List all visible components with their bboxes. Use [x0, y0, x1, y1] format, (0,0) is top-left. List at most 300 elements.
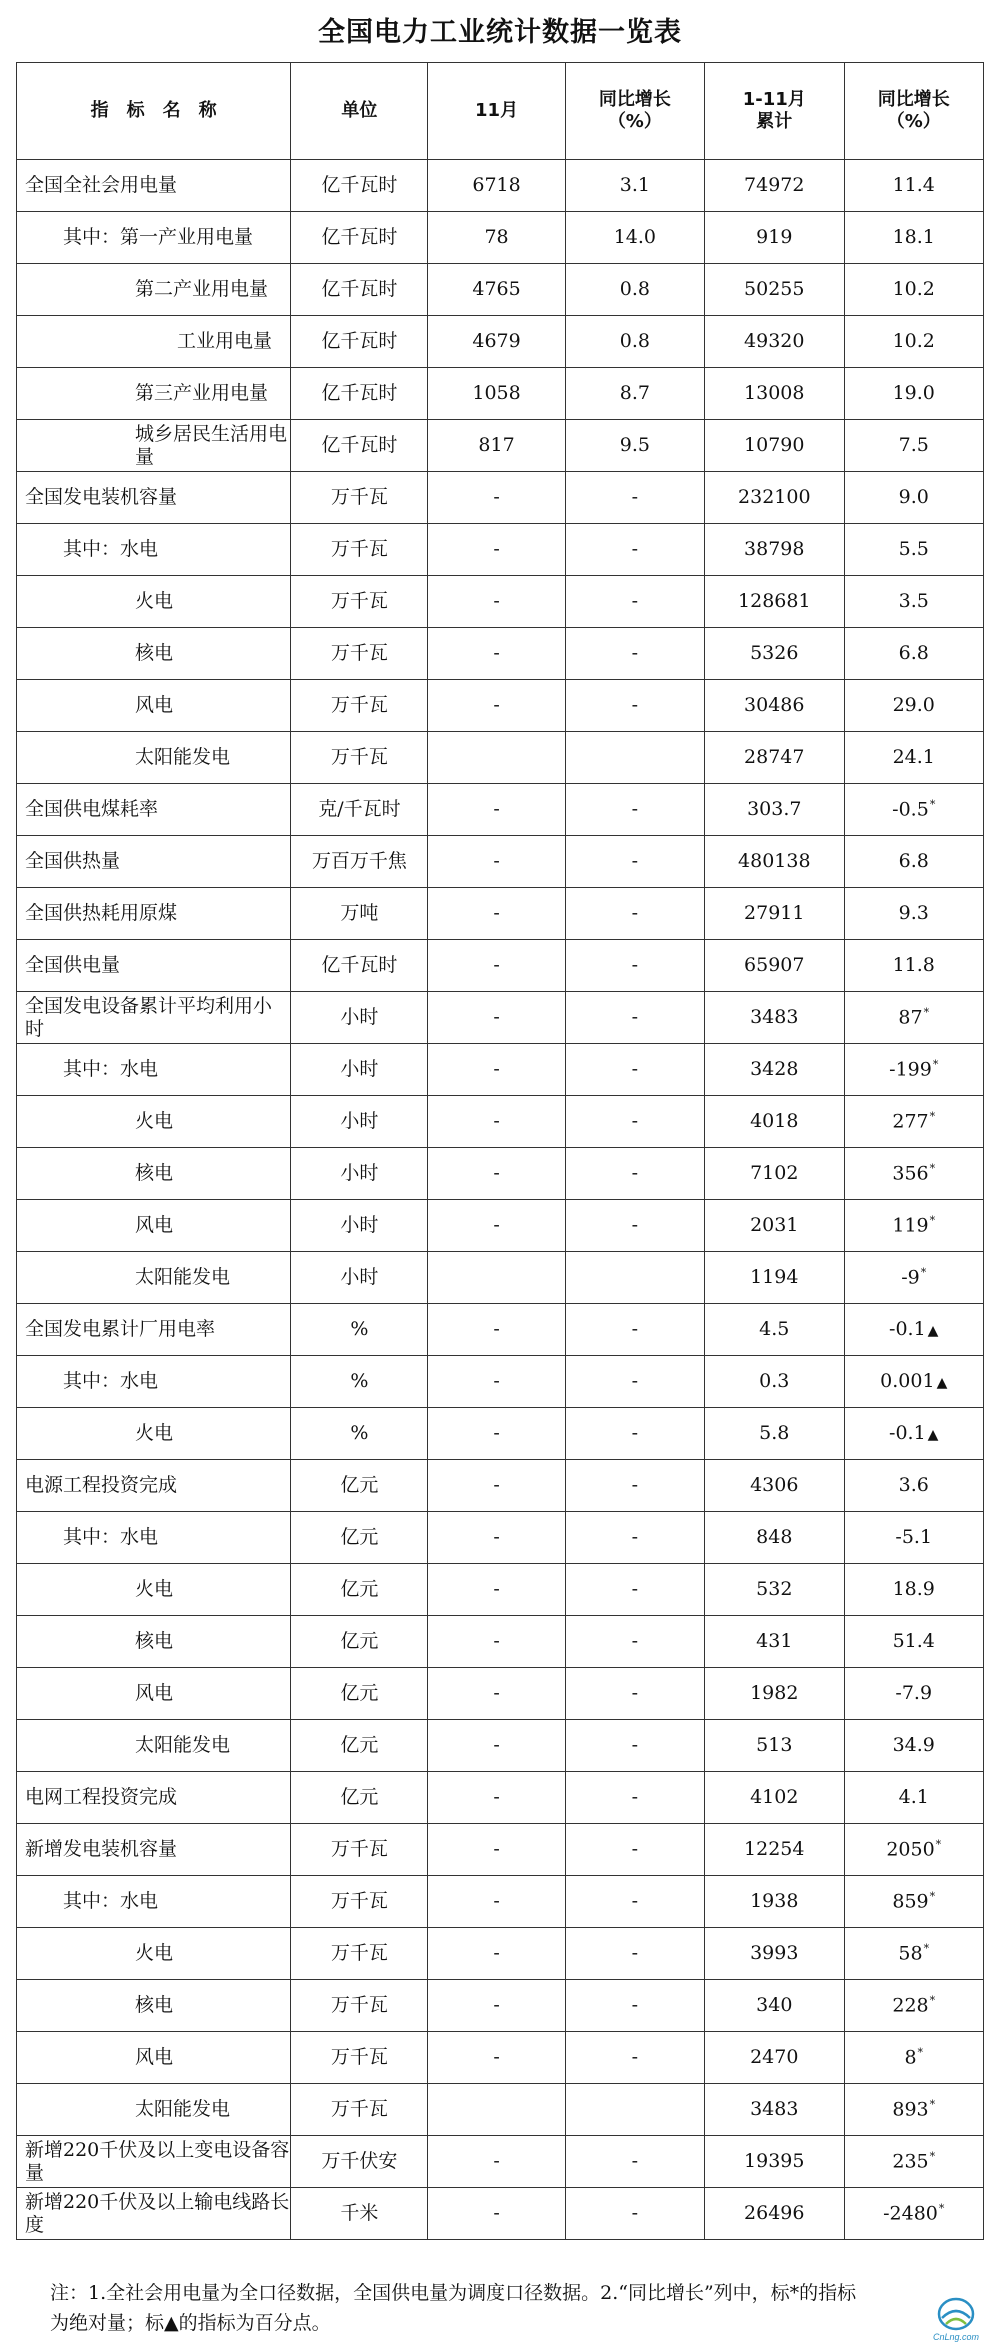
row-name-text: 其中：水电 [63, 1058, 159, 1081]
header-month: 11月 [428, 63, 565, 160]
row-cumulative-growth [844, 1460, 984, 1512]
row-name-text: 全国发电累计厂用电率 [25, 1318, 216, 1341]
row-month-growth-text: - [631, 1318, 639, 1341]
row-month-text: - [493, 2202, 500, 2225]
row-month-growth-text: - [631, 2150, 639, 2173]
row-unit [291, 888, 428, 940]
header-month-growth-line2: （%） [607, 111, 662, 132]
row-month-growth [565, 1252, 704, 1304]
row-name-text: 核电 [135, 642, 174, 665]
row-month-growth [565, 1772, 704, 1824]
header-cumulative-line2: 累计 [756, 111, 793, 132]
row-month-growth-text: - [631, 1578, 639, 1601]
row-month-text: 4679 [472, 330, 521, 353]
row-cumulative-growth [844, 2084, 984, 2136]
row-unit-text: 亿千瓦时 [321, 434, 398, 457]
row-cumulative [705, 316, 844, 368]
table-row [17, 1356, 984, 1408]
row-month-growth-text: - [631, 642, 639, 665]
row-month [428, 1668, 565, 1720]
row-month-text: - [493, 1110, 500, 1133]
row-month-growth-text: - [631, 1942, 639, 1965]
table-row [17, 576, 984, 628]
row-unit [291, 784, 428, 836]
row-cumulative-text: 1938 [750, 1890, 799, 1913]
row-cumulative-growth-text: 893 [892, 2098, 929, 2121]
stats-table [16, 62, 984, 2240]
row-cumulative-growth-text: -7.9 [895, 1682, 933, 1705]
row-name-text: 火电 [135, 1110, 174, 1133]
row-cumulative [705, 1408, 844, 1460]
row-cumulative-text: 7102 [750, 1162, 799, 1185]
row-cumulative-text: 28747 [744, 746, 805, 769]
row-unit [291, 368, 428, 420]
row-unit [291, 992, 428, 1044]
row-cumulative-growth-text: -0.1 [889, 1422, 926, 1445]
row-cumulative-text: 4306 [750, 1474, 799, 1497]
row-cumulative-growth-text: 51.4 [892, 1630, 935, 1653]
row-name [17, 1824, 291, 1876]
row-month-growth [565, 1356, 704, 1408]
row-name [17, 1044, 291, 1096]
row-month-growth-text: - [631, 1838, 639, 1861]
row-name-text: 其中：水电 [63, 1526, 159, 1549]
row-cumulative-growth [844, 472, 984, 524]
row-cumulative [705, 1460, 844, 1512]
row-cumulative-growth-text: 5.5 [898, 538, 929, 561]
row-unit [291, 160, 428, 212]
table-row [17, 1512, 984, 1564]
row-name-text: 新增发电装机容量 [25, 1838, 178, 1861]
row-month [428, 2136, 565, 2188]
row-name [17, 212, 291, 264]
row-month-text: - [493, 1526, 500, 1549]
row-name-text: 第二产业用电量 [135, 278, 269, 301]
row-unit-text: % [350, 1422, 369, 1445]
row-name-text: 核电 [135, 1994, 174, 2017]
row-cumulative-growth-text: 119 [892, 1214, 929, 1237]
logo-text: CnLng.com [932, 2332, 980, 2342]
row-month-growth-text: - [631, 590, 639, 613]
row-name [17, 264, 291, 316]
row-month-growth-text: - [631, 1890, 639, 1913]
row-cumulative-text: 38798 [744, 538, 805, 561]
table-row [17, 628, 984, 680]
row-cumulative-growth [844, 940, 984, 992]
row-unit [291, 628, 428, 680]
row-month-text: - [493, 538, 500, 561]
row-unit-text: % [350, 1370, 369, 1393]
row-unit-text: 小时 [340, 1162, 379, 1185]
row-cumulative-growth [844, 1980, 984, 2032]
row-name [17, 1252, 291, 1304]
row-month-growth-text: - [631, 1630, 639, 1653]
row-unit [291, 316, 428, 368]
row-cumulative-growth [844, 1824, 984, 1876]
page-title: 全国电力工业统计数据一览表 [318, 17, 682, 48]
row-unit-text: 万千伏安 [321, 2150, 398, 2173]
row-cumulative-text: 10790 [744, 434, 805, 457]
row-month [428, 2032, 565, 2084]
row-cumulative-text: 5.8 [759, 1422, 790, 1445]
row-unit-text: 小时 [340, 1110, 379, 1133]
row-name-text: 其中：水电 [63, 538, 159, 561]
row-unit [291, 1564, 428, 1616]
row-name-text: 全国发电设备累计平均利用小时 [25, 994, 273, 1040]
row-cumulative [705, 1876, 844, 1928]
table-row [17, 316, 984, 368]
row-name-text: 其中：第一产业用电量 [63, 226, 254, 249]
row-name-text: 火电 [135, 1422, 174, 1445]
row-name [17, 836, 291, 888]
row-cumulative [705, 940, 844, 992]
row-cumulative-text: 4018 [750, 1110, 799, 1133]
row-unit [291, 1408, 428, 1460]
header-unit: 单位 [291, 63, 428, 160]
row-cumulative [705, 1356, 844, 1408]
row-month-text: - [493, 1630, 500, 1653]
row-month-growth [565, 1824, 704, 1876]
row-name-text: 全国全社会用电量 [25, 174, 178, 197]
row-unit [291, 1356, 428, 1408]
row-unit [291, 1512, 428, 1564]
row-month [428, 1876, 565, 1928]
row-name-text: 其中：水电 [63, 1370, 159, 1393]
row-month [428, 1304, 565, 1356]
row-cumulative-growth-text: 29.0 [892, 694, 935, 717]
row-cumulative-growth [844, 1408, 984, 1460]
row-month-growth [565, 628, 704, 680]
row-month [428, 1980, 565, 2032]
row-cumulative-growth-text: 228 [892, 1994, 929, 2017]
row-unit [291, 524, 428, 576]
row-unit-text: 亿元 [340, 1786, 379, 1809]
row-month-text: - [493, 486, 500, 509]
table-row [17, 992, 984, 1044]
row-cumulative-text: 232100 [738, 486, 811, 509]
row-name [17, 160, 291, 212]
row-cumulative-growth-text: 235 [892, 2150, 929, 2173]
row-name-text: 核电 [135, 1630, 174, 1653]
row-month-growth-text: 0.8 [619, 278, 650, 301]
row-cumulative-growth-text: 10.2 [892, 330, 935, 353]
row-name-text: 全国供热量 [25, 850, 121, 873]
row-unit-text: 小时 [340, 1214, 379, 1237]
row-cumulative-growth-text: 11.4 [892, 174, 935, 197]
table-row [17, 264, 984, 316]
table-row [17, 1720, 984, 1772]
row-month-growth [565, 1044, 704, 1096]
row-unit [291, 2188, 428, 2240]
row-unit-text: 亿千瓦时 [321, 226, 398, 249]
row-name [17, 2188, 291, 2240]
row-cumulative-growth-text: -0.1 [889, 1318, 926, 1341]
row-unit [291, 732, 428, 784]
row-month-text: - [493, 1214, 500, 1237]
row-month-growth-text: 14.0 [613, 226, 656, 249]
row-name [17, 1304, 291, 1356]
row-cumulative [705, 888, 844, 940]
table-row [17, 1980, 984, 2032]
row-month-growth-text: - [631, 694, 639, 717]
row-unit-text: 亿元 [340, 1526, 379, 1549]
row-cumulative-text: 1982 [750, 1682, 799, 1705]
table-row [17, 836, 984, 888]
table-row [17, 1096, 984, 1148]
row-name [17, 368, 291, 420]
row-name [17, 1772, 291, 1824]
row-month-growth [565, 836, 704, 888]
row-cumulative-growth [844, 1356, 984, 1408]
row-month-growth-text: - [631, 2046, 639, 2069]
row-unit-text: 亿千瓦时 [321, 174, 398, 197]
absolute-value-mark: * [929, 1213, 936, 1227]
row-name-text: 风电 [135, 1682, 174, 1705]
row-name-text: 火电 [135, 1578, 174, 1601]
row-unit [291, 1304, 428, 1356]
row-name [17, 992, 291, 1044]
row-cumulative-text: 4102 [750, 1786, 799, 1809]
table-row [17, 2032, 984, 2084]
absolute-value-mark: * [929, 2149, 936, 2163]
row-name-text: 风电 [135, 694, 174, 717]
row-name [17, 1408, 291, 1460]
table-body [17, 160, 984, 2240]
row-month-growth [565, 1720, 704, 1772]
row-cumulative-growth-text: -9 [901, 1266, 920, 1289]
row-cumulative-growth-text: 11.8 [892, 954, 935, 977]
row-unit [291, 1772, 428, 1824]
row-unit-text: 亿千瓦时 [321, 382, 398, 405]
header-cumulative-growth [844, 63, 984, 160]
row-month [428, 1148, 565, 1200]
row-name-text: 火电 [135, 1942, 174, 1965]
row-unit-text: 亿千瓦时 [321, 278, 398, 301]
row-cumulative-growth [844, 160, 984, 212]
row-month-growth [565, 160, 704, 212]
row-month-text: - [493, 1162, 500, 1185]
row-month-growth [565, 1304, 704, 1356]
row-name [17, 940, 291, 992]
row-cumulative-growth [844, 628, 984, 680]
row-cumulative [705, 2188, 844, 2240]
row-month [428, 1720, 565, 1772]
row-unit-text: 万千瓦 [330, 486, 388, 509]
row-cumulative-text: 49320 [744, 330, 805, 353]
row-cumulative [705, 1252, 844, 1304]
row-unit-text: 克/千瓦时 [318, 798, 401, 821]
row-month [428, 628, 565, 680]
row-name [17, 1096, 291, 1148]
table-row [17, 2136, 984, 2188]
row-month-growth-text: 3.1 [619, 174, 650, 197]
row-month [428, 1928, 565, 1980]
row-month-growth-text: - [631, 1370, 639, 1393]
absolute-value-mark: * [929, 1889, 936, 1903]
absolute-value-mark: * [929, 2097, 936, 2111]
row-month-text: - [493, 1318, 500, 1341]
row-unit-text: % [350, 1318, 369, 1341]
row-month-growth-text: - [631, 954, 639, 977]
row-month-text: - [493, 1994, 500, 2017]
absolute-value-mark: * [923, 1941, 930, 1955]
row-cumulative-text: 19395 [744, 2150, 805, 2173]
row-cumulative-text: 13008 [744, 382, 805, 405]
row-unit [291, 1616, 428, 1668]
row-month-growth-text: - [631, 1682, 639, 1705]
row-month-growth-text: - [631, 1474, 639, 1497]
absolute-value-mark: * [929, 1161, 936, 1175]
row-cumulative [705, 1304, 844, 1356]
row-cumulative [705, 680, 844, 732]
row-month [428, 1252, 565, 1304]
row-cumulative [705, 1044, 844, 1096]
row-cumulative-growth-text: 24.1 [892, 746, 935, 769]
row-unit [291, 576, 428, 628]
row-cumulative [705, 1980, 844, 2032]
row-month-text: - [493, 1786, 500, 1809]
row-name [17, 680, 291, 732]
row-cumulative-growth [844, 212, 984, 264]
row-month-growth [565, 472, 704, 524]
header-cumulative-line1: 1-11月 [742, 89, 806, 111]
row-unit-text: 万千瓦 [330, 1838, 388, 1861]
row-unit [291, 1460, 428, 1512]
row-name [17, 1200, 291, 1252]
row-unit-text: 亿元 [340, 1578, 379, 1601]
row-cumulative-growth [844, 888, 984, 940]
row-month-growth-text: - [631, 798, 639, 821]
row-cumulative-growth-text: 9.0 [898, 486, 929, 509]
row-cumulative-growth [844, 576, 984, 628]
row-cumulative-growth-text: 859 [892, 1890, 929, 1913]
row-cumulative-growth [844, 1564, 984, 1616]
row-month-growth [565, 2084, 704, 2136]
row-unit [291, 264, 428, 316]
row-month-growth-text: - [631, 1526, 639, 1549]
row-cumulative-text: 12254 [744, 1838, 805, 1861]
table-row [17, 524, 984, 576]
row-month-growth-text: - [631, 1058, 639, 1081]
row-cumulative-growth [844, 2188, 984, 2240]
row-cumulative-growth [844, 1876, 984, 1928]
absolute-value-mark: * [923, 1005, 930, 1019]
row-name [17, 732, 291, 784]
row-cumulative-growth-text: 19.0 [892, 382, 935, 405]
row-name-text: 第三产业用电量 [135, 382, 269, 405]
row-month-growth [565, 264, 704, 316]
row-month-growth [565, 576, 704, 628]
row-cumulative-growth [844, 784, 984, 836]
row-cumulative-growth-text: -2480 [883, 2202, 938, 2225]
row-cumulative-growth-text: 0.001 [880, 1370, 935, 1393]
row-month [428, 316, 565, 368]
row-cumulative-text: 0.3 [759, 1370, 790, 1393]
row-month-growth [565, 1408, 704, 1460]
row-cumulative-growth-text: 10.2 [892, 278, 935, 301]
row-month [428, 368, 565, 420]
row-month-text: - [493, 1942, 500, 1965]
row-month-growth-text: - [631, 1006, 639, 1029]
row-cumulative [705, 524, 844, 576]
row-unit-text: 千米 [340, 2202, 379, 2225]
row-name-text: 核电 [135, 1162, 174, 1185]
row-month-text: 4765 [472, 278, 521, 301]
row-month-text: - [493, 1474, 500, 1497]
row-cumulative-growth-text: 7.5 [898, 434, 929, 457]
row-cumulative-growth [844, 680, 984, 732]
absolute-value-mark: * [929, 1993, 936, 2007]
table-row [17, 212, 984, 264]
table-row [17, 1876, 984, 1928]
row-unit [291, 2084, 428, 2136]
row-unit-text: 小时 [340, 1006, 379, 1029]
table-row [17, 1200, 984, 1252]
row-name [17, 1512, 291, 1564]
row-cumulative-growth [844, 2136, 984, 2188]
table-row [17, 940, 984, 992]
row-month-text: - [493, 1734, 500, 1757]
row-name [17, 1148, 291, 1200]
row-month-growth [565, 420, 704, 472]
table-row [17, 2188, 984, 2240]
row-unit-text: 亿千瓦时 [321, 330, 398, 353]
row-unit [291, 1668, 428, 1720]
row-month-text: - [493, 1578, 500, 1601]
table-row [17, 1044, 984, 1096]
row-unit-text: 万千瓦 [330, 2098, 388, 2121]
row-month [428, 732, 565, 784]
row-cumulative-growth-text: 3.6 [898, 1474, 929, 1497]
row-month-growth-text: 0.8 [619, 330, 650, 353]
row-month [428, 1356, 565, 1408]
row-cumulative-growth-text: 6.8 [898, 642, 929, 665]
row-cumulative [705, 212, 844, 264]
row-month-text: - [493, 642, 500, 665]
row-unit-text: 亿元 [340, 1474, 379, 1497]
row-cumulative-growth-text: 34.9 [892, 1734, 935, 1757]
percentage-point-mark: ▲ [927, 1323, 939, 1340]
row-name-text: 全国发电装机容量 [25, 486, 178, 509]
row-month-growth-text: 8.7 [619, 382, 650, 405]
row-month-text: - [493, 1890, 500, 1913]
percentage-point-mark: ▲ [927, 1427, 939, 1444]
row-cumulative [705, 420, 844, 472]
row-name-text: 火电 [135, 590, 174, 613]
row-cumulative-text: 848 [756, 1526, 793, 1549]
row-cumulative-growth-text: 8 [904, 2046, 917, 2069]
row-cumulative-growth-text: 58 [898, 1942, 923, 1965]
row-month [428, 1200, 565, 1252]
row-cumulative-text: 3993 [750, 1942, 799, 1965]
row-cumulative-growth [844, 420, 984, 472]
row-name-text: 太阳能发电 [135, 1266, 231, 1289]
row-name-text: 电网工程投资完成 [25, 1786, 178, 1809]
row-name [17, 1616, 291, 1668]
row-month [428, 2084, 565, 2136]
row-unit-text: 小时 [340, 1266, 379, 1289]
row-cumulative-text: 340 [756, 1994, 793, 2017]
row-cumulative [705, 836, 844, 888]
row-name [17, 2032, 291, 2084]
row-month-text: - [493, 1682, 500, 1705]
row-unit [291, 1928, 428, 1980]
row-name [17, 1876, 291, 1928]
row-month [428, 1824, 565, 1876]
table-row [17, 1928, 984, 1980]
row-name [17, 1564, 291, 1616]
row-cumulative-text: 30486 [744, 694, 805, 717]
